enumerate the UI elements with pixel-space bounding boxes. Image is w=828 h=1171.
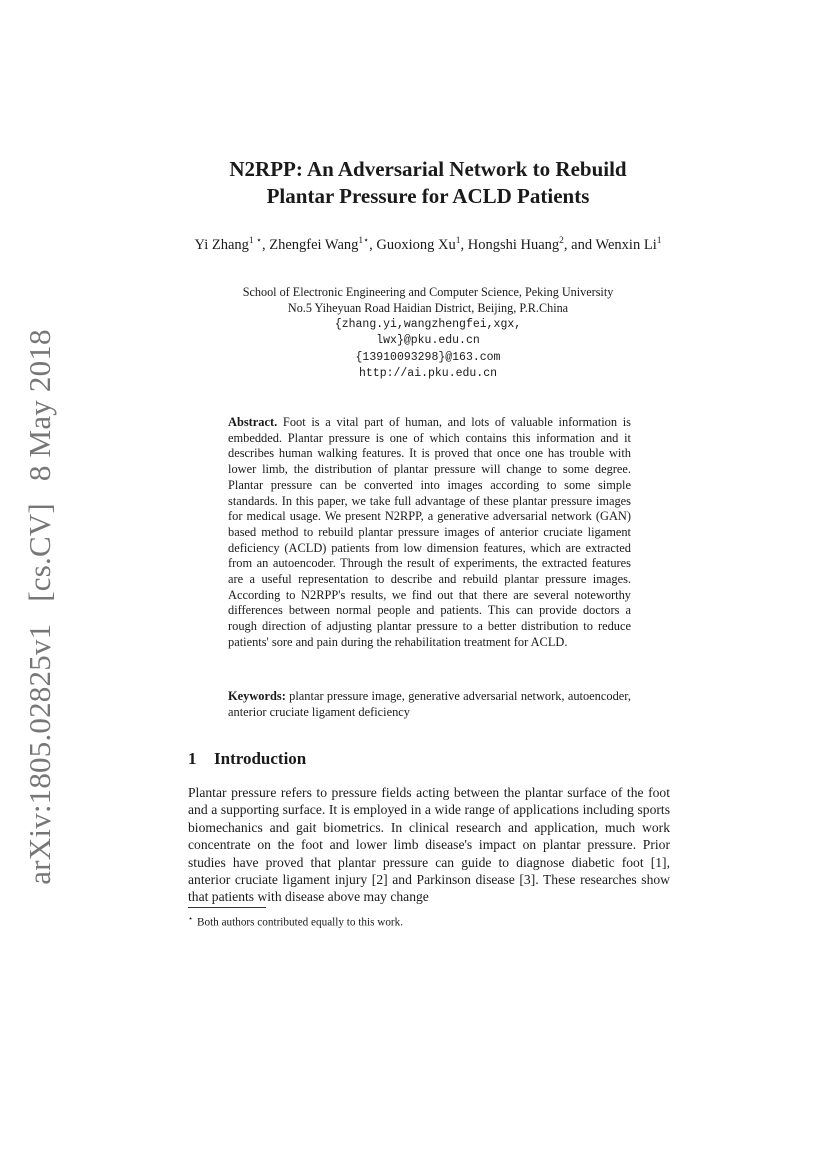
author-list <box>185 236 671 254</box>
section-number: 1 <box>188 749 197 768</box>
author-name: Hongshi Huang <box>467 237 560 253</box>
arxiv-category: [cs.CV] <box>22 503 57 602</box>
keywords <box>228 689 631 720</box>
introduction-paragraph: Plantar pressure refers to pressure fields acting between the plantar surface of the foot and a supporting surface. It is employed in a wide range of applications including sports biomechanics and gait biometrics. In clinical research and application, much work concentrate on the foot and lower limb disease's impact on plantar pressure. Prior studies have proved that plantar pressure can guide to diagnose diabetic foot [1], anterior cruciate ligament injury [2] and Parkinson disease [3]. These researches show that patients with disease above may change <box>188 785 670 905</box>
footnote-rule <box>188 907 266 908</box>
author-affil-mark: 1 <box>656 236 662 247</box>
paper-title <box>150 156 706 210</box>
arxiv-id: arXiv:1805.02825v1 <box>22 623 57 885</box>
title-line-1: N2RPP: An Adversarial Network to Rebuild <box>229 157 627 181</box>
section-heading <box>188 748 668 770</box>
footnote <box>188 912 668 930</box>
author-separator: , <box>369 237 377 253</box>
author-affil-mark: 2 <box>559 236 564 247</box>
author-name: Wenxin Li <box>595 237 657 253</box>
email-line: {zhang.yi,wangzhengfei,xgx, <box>334 317 522 331</box>
author-name: Guoxiong Xu <box>376 237 456 253</box>
affiliation-line: School of Electronic Engineering and Computer Science, Peking University <box>242 285 614 299</box>
author-affil-mark: 1 <box>455 236 461 247</box>
author-conjunction: , and <box>563 237 593 253</box>
arxiv-stamp <box>22 315 58 884</box>
author-name: Zhengfei Wang <box>269 237 359 253</box>
keywords-text: plantar pressure image, generative adversarial network, autoencoder, anterior cruciate ligament deficiency <box>228 689 631 719</box>
website-url: http://ai.pku.edu.cn <box>358 367 498 381</box>
keywords-label: Keywords: <box>228 689 286 703</box>
abstract-label: Abstract. <box>228 415 278 429</box>
affiliation-block <box>150 284 706 382</box>
author-separator: , <box>261 237 270 253</box>
email-line: {13910093298}@163.com <box>355 350 501 364</box>
footnote-text: Both authors contributed equally to this work. <box>197 916 404 929</box>
arxiv-date: 8 May 2018 <box>22 329 57 482</box>
author-name: Yi Zhang <box>194 237 249 253</box>
abstract-text: Foot is a vital part of human, and lots of valuable information is embedded. Plantar pressure is one of which contains this information and it describes human walking features. It is proved that once one has trouble with lower limb, the distribution of plantar pressure will change to some degree. Plantar pressure can be converted into images according to some simple standards. In this paper, we take full advantage of these plantar pressure images for medical usage. We present N2RPP, a generative adversarial network (GAN) based method to rebuild plantar pressure images of anterior cruciate ligament deficiency (ACLD) patients from low dimension features, which are extracted from an autoencoder. Through the result of experiments, the extracted features are a useful representation to describe and rebuild plantar pressure images. According to N2RPP's results, we find out that there are several noteworthy differences between normal people and patients. This can provide doctors a rough direction of adjusting plantar pressure to a better distribution to reduce patients' sore and pain during the rehabilitation treatment for ACLD. <box>228 415 631 649</box>
title-line-2: Plantar Pressure for ACLD Patients <box>266 184 590 208</box>
footnote-mark: ⋆ <box>188 914 194 923</box>
author-affil-mark: 1⋆ <box>358 236 370 247</box>
email-line: lwx}@pku.edu.cn <box>376 334 480 348</box>
author-separator: , <box>460 237 468 253</box>
section-title: Introduction <box>214 749 307 768</box>
address-line: No.5 Yiheyuan Road Haidian District, Beijing, P.R.China <box>287 301 569 316</box>
author-affil-mark: 1 ⋆ <box>248 236 262 247</box>
abstract <box>228 415 631 651</box>
